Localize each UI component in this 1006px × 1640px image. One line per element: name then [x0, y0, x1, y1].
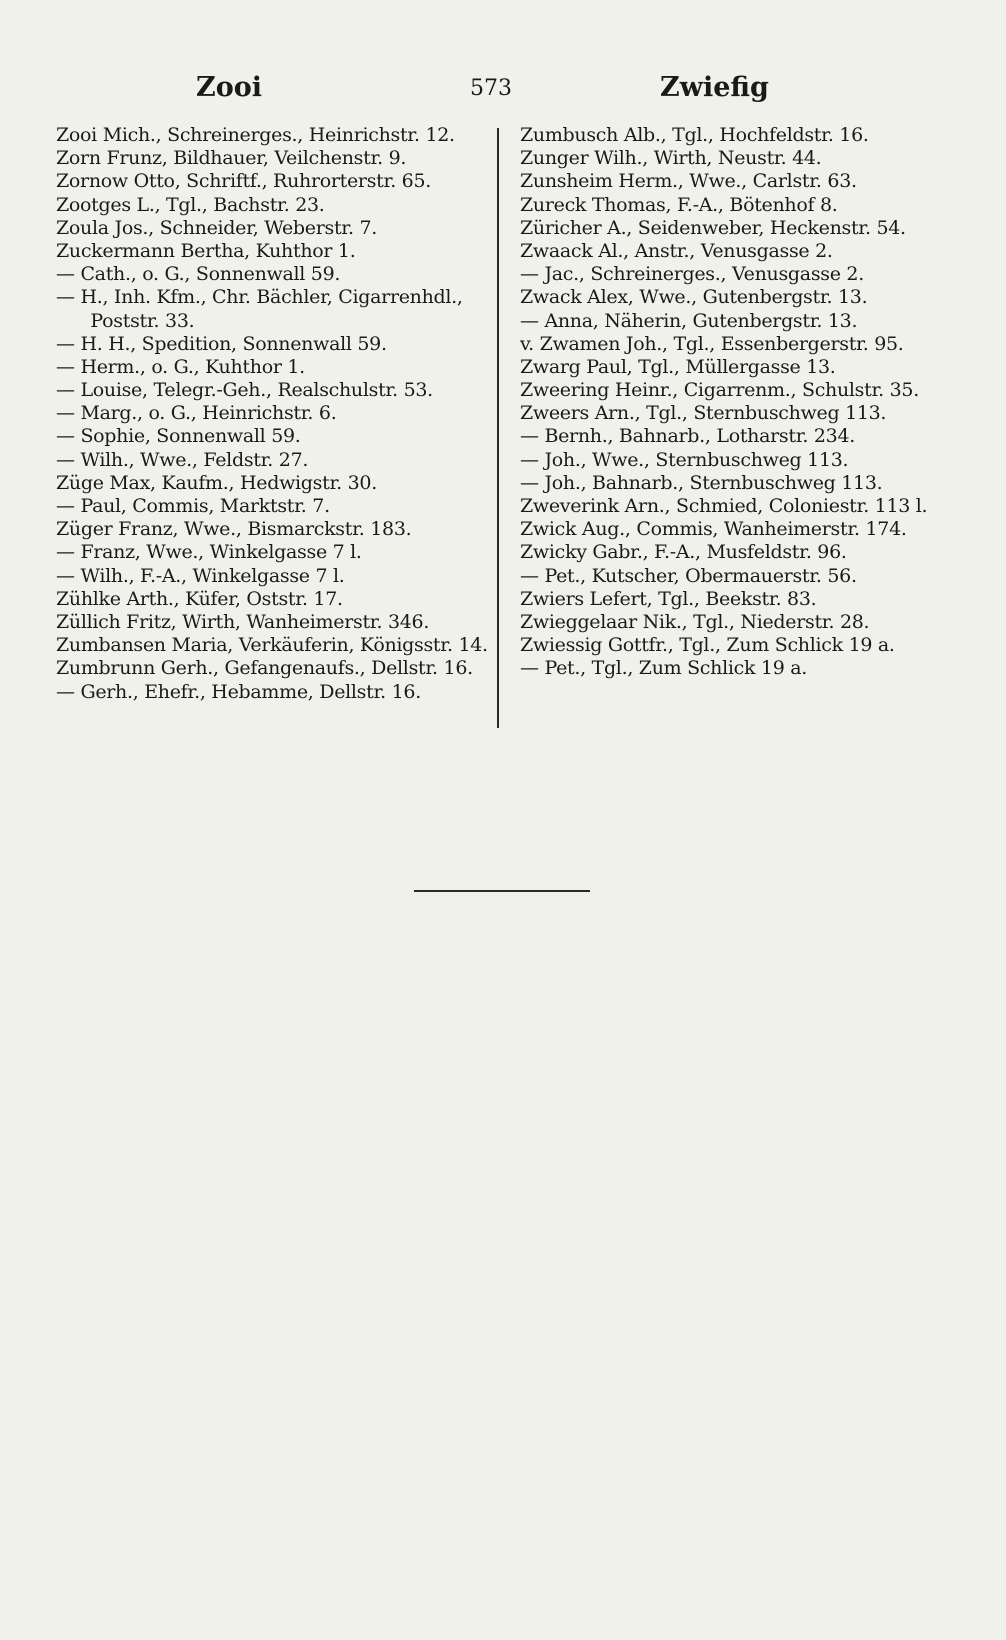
list-item: — Louise, Telegr.-Geh., Realschulstr. 53.: [56, 379, 433, 402]
page-number: 573: [470, 76, 512, 101]
list-item: Zwieggelaar Nik., Tgl., Niederstr. 28.: [520, 610, 870, 633]
list-item: Züger Franz, Wwe., Bismarckstr. 183.: [56, 518, 412, 541]
list-item: — H., Inh. Kfm., Chr. Bächler, Cigarrenhdl.,: [56, 286, 463, 309]
list-item: — Wilh., Wwe., Feldstr. 27.: [56, 448, 309, 471]
list-item: — Paul, Commis, Marktstr. 7.: [56, 495, 330, 517]
list-item: Poststr. 33.: [56, 309, 195, 332]
end-rule: [414, 890, 590, 892]
list-item: Zühlke Arth., Küfer, Oststr. 17.: [56, 587, 343, 610]
header-left-catchword: Zooi: [196, 72, 262, 103]
list-item: Züricher A., Seidenweber, Heckenstr. 54.: [520, 216, 906, 239]
list-item: Zwack Alex, Wwe., Gutenbergstr. 13.: [520, 286, 868, 309]
list-item: Zoula Jos., Schneider, Weberstr. 7.: [56, 216, 377, 239]
list-item: — H. H., Spedition, Sonnenwall 59.: [56, 332, 387, 355]
list-item: — Franz, Wwe., Winkelgasse 7 l.: [56, 541, 362, 564]
list-item: Zweers Arn., Tgl., Sternbuschweg 113.: [520, 402, 887, 425]
list-item: — Anna, Näherin, Gutenbergstr. 13.: [520, 309, 858, 332]
column-divider: [497, 128, 499, 728]
list-item: Zunsheim Herm., Wwe., Carlstr. 63.: [520, 170, 857, 193]
list-item: Zorn Frunz, Bildhauer, Veilchenstr. 9.: [56, 147, 407, 170]
list-item: Zwicky Gabr., F.-A., Musfeldstr. 96.: [520, 541, 847, 564]
list-item: Zwaack Al., Anstr., Venusgasse 2.: [520, 239, 833, 262]
list-item: — Pet., Tgl., Zum Schlick 19 a.: [520, 657, 808, 680]
list-item: Zwarg Paul, Tgl., Müllergasse 13.: [520, 355, 836, 378]
list-item: — Bernh., Bahnarb., Lotharstr. 234.: [520, 425, 855, 448]
list-item: — Wilh., F.-A., Winkelgasse 7 l.: [56, 564, 345, 587]
list-item: Zumbansen Maria, Verkäuferin, Königsstr. 14.: [56, 634, 488, 657]
list-item: Zwiessig Gottfr., Tgl., Zum Schlick 19 a.: [520, 634, 895, 657]
list-item: — Sophie, Sonnenwall 59.: [56, 425, 301, 448]
list-item: Zootges L., Tgl., Bachstr. 23.: [56, 193, 325, 216]
list-item: — Joh., Wwe., Sternbuschweg 113.: [520, 448, 849, 471]
list-item: Zunger Wilh., Wirth, Neustr. 44.: [520, 147, 822, 170]
list-item: Züge Max, Kaufm., Hedwigstr. 30.: [56, 471, 377, 494]
list-item: Züllich Fritz, Wirth, Wanheimerstr. 346.: [56, 610, 430, 633]
list-item: — Marg., o. G., Heinrichstr. 6.: [56, 402, 337, 425]
list-item: Zumbusch Alb., Tgl., Hochfeldstr. 16.: [520, 124, 869, 146]
list-item: Zuckermann Bertha, Kuhthor 1.: [56, 239, 356, 262]
list-item: — Jac., Schreinerges., Venusgasse 2.: [520, 263, 864, 286]
list-item: Zweering Heinr., Cigarrenm., Schulstr. 35.: [520, 379, 919, 402]
list-item: — Cath., o. G., Sonnenwall 59.: [56, 263, 341, 286]
list-item: Zureck Thomas, F.-A., Bötenhof 8.: [520, 193, 838, 216]
left-column: [56, 124, 488, 704]
list-item: — Herm., o. G., Kuhthor 1.: [56, 355, 305, 378]
page-header: [0, 72, 1006, 112]
right-column: [520, 124, 960, 681]
header-right-catchword: Zwiefig: [660, 72, 769, 103]
list-item: Zooi Mich., Schreinerges., Heinrichstr. 12.: [56, 124, 455, 146]
list-item: Zwiers Lefert, Tgl., Beekstr. 83.: [520, 587, 817, 610]
list-item: — Joh., Bahnarb., Sternbuschweg 113.: [520, 471, 883, 494]
list-item: — Pet., Kutscher, Obermauerstr. 56.: [520, 564, 857, 587]
list-item: v. Zwamen Joh., Tgl., Essenbergerstr. 95.: [520, 332, 904, 355]
list-item: Zornow Otto, Schriftf., Ruhrorterstr. 65.: [56, 170, 431, 193]
list-item: — Gerh., Ehefr., Hebamme, Dellstr. 16.: [56, 680, 421, 703]
list-item: Zweverink Arn., Schmied, Coloniestr. 113 l.: [520, 495, 928, 517]
list-item: Zumbrunn Gerh., Gefangenaufs., Dellstr. 16.: [56, 657, 473, 680]
list-item: Zwick Aug., Commis, Wanheimerstr. 174.: [520, 518, 907, 541]
